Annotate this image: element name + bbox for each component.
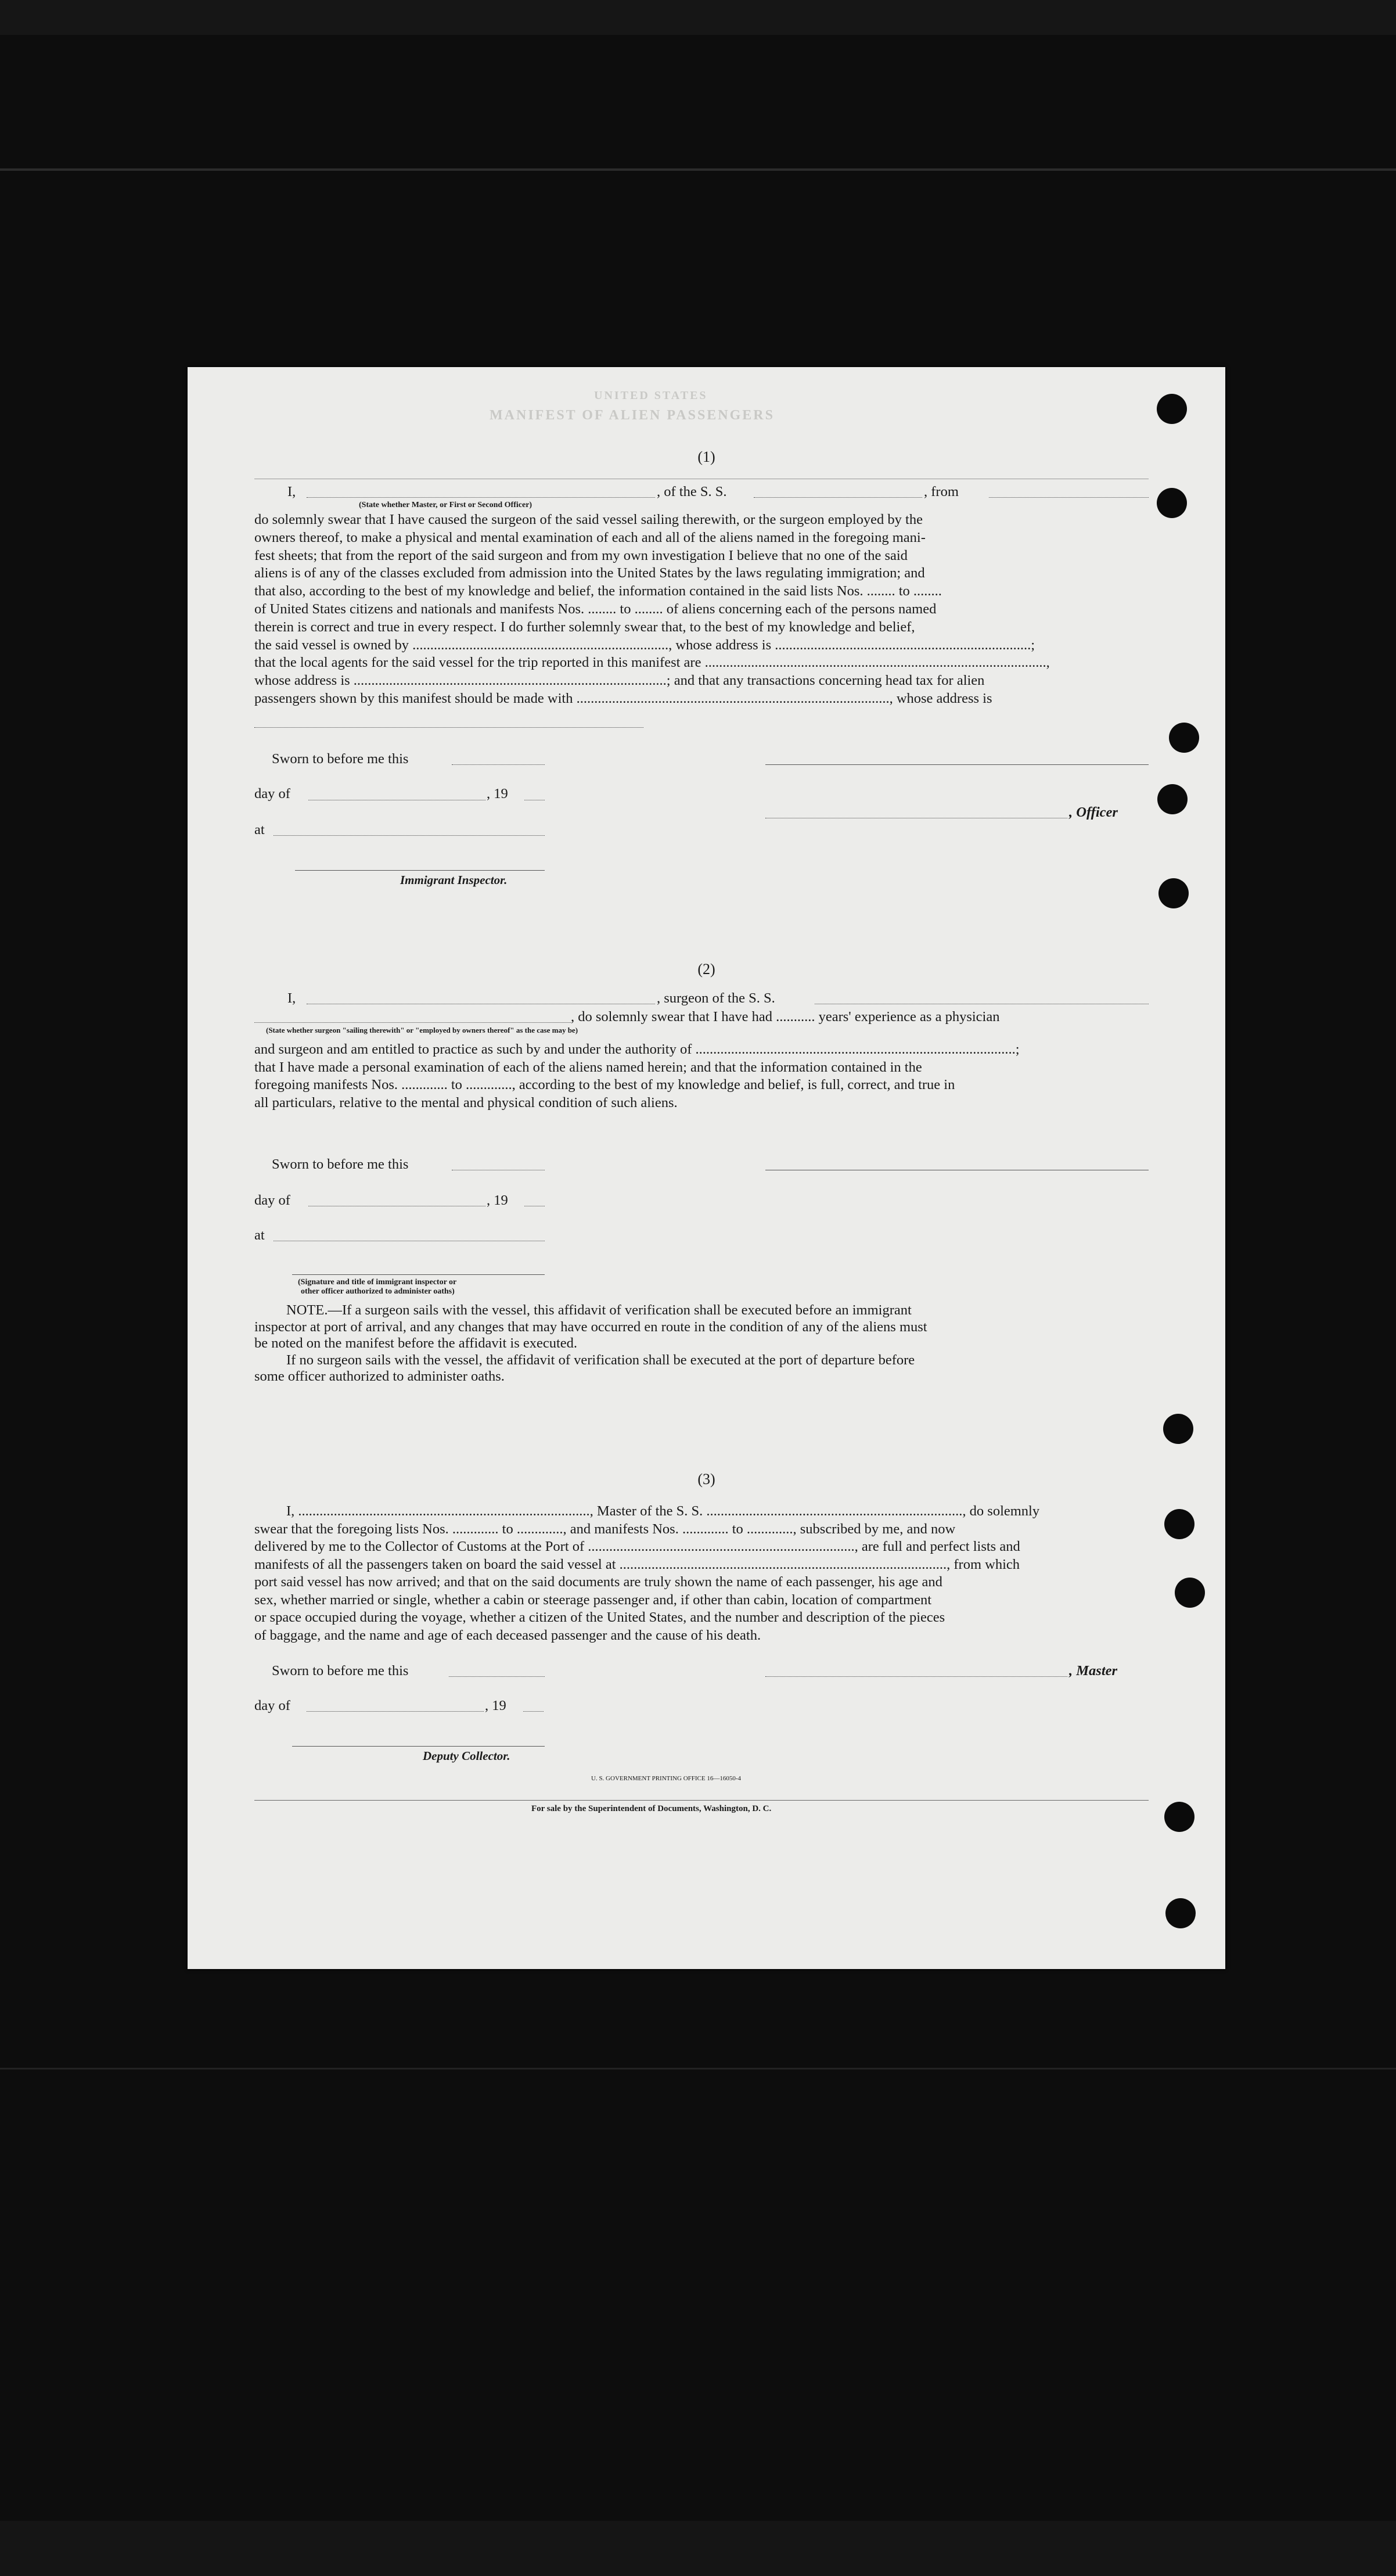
s3-footer-rule (254, 1800, 1149, 1801)
s2-body-line: that I have made a personal examination of each of the aliens named herein; and that the information contained in the (254, 1059, 922, 1075)
s2-inspector-line (292, 1274, 545, 1275)
s1-officer-name-blank (307, 497, 655, 498)
s1-year-label: , 19 (487, 786, 508, 802)
s2-note-line: inspector at port of arrival, and any changes that may have occurred en route in the condition of any of the aliens must (254, 1318, 927, 1335)
s2-body-line: and surgeon and am entitled to practice as such by and under the authority of ..........................................................................................; (254, 1041, 1020, 1057)
s3-sworn-label: Sworn to before me this (272, 1663, 409, 1679)
s2-body-line: all particulars, relative to the mental and physical condition of such aliens. (254, 1094, 678, 1111)
s2-at-label: at (254, 1227, 265, 1243)
s1-body-line: owners thereof, to make a physical and mental examination of each and all of the aliens named in the foregoing mani- (254, 529, 926, 545)
s1-officer-label: , Officer (1069, 804, 1118, 820)
binder-hole (1157, 394, 1187, 424)
s2-line1-i: I, (287, 990, 296, 1006)
s3-body-line: I, .................................................................................., Master of the S. S. ........................................................................, do solemnly (286, 1503, 1040, 1519)
s1-address-continuation-blank (254, 727, 643, 728)
s3-body-line: sex, whether married or single, whether a cabin or steerage passenger and, if other than cabin, location of compartment (254, 1591, 932, 1608)
film-band-top (0, 0, 1396, 35)
s3-body-line: of baggage, and the name and age of each deceased passenger and the cause of his death. (254, 1627, 761, 1643)
s1-body-line: passengers shown by this manifest should be made with ........................................................................................, whose address is (254, 690, 992, 706)
s3-body-line: or space occupied during the voyage, whether a citizen of the United States, and the number and description of the pieces (254, 1609, 945, 1625)
s3-sale-notice: For sale by the Superintendent of Documents, Washington, D. C. (531, 1804, 772, 1813)
s1-body (254, 511, 1152, 708)
binder-hole (1164, 1509, 1194, 1539)
s3-deputy-line (292, 1746, 545, 1747)
section-2-number: (2) (697, 961, 715, 978)
s2-sworn-label: Sworn to before me this (272, 1156, 409, 1172)
s2-line2: , do solemnly swear that I have had ........... years' experience as a physician (571, 1009, 1000, 1025)
s2-note-line: If no surgeon sails with the vessel, the affidavit of verification shall be executed at the port of departure before (286, 1352, 915, 1368)
s1-line1-of-ss: , of the S. S. (657, 484, 727, 500)
s1-at-blank (274, 835, 545, 836)
binder-hole (1169, 723, 1199, 753)
s2-surgeon-note: (State whether surgeon "sailing therewith" or "employed by owners thereof" as the case may be) (266, 1026, 578, 1034)
s1-body-line: whose address is ........................................................................................; and that any transactions concerning head tax for alien (254, 673, 985, 689)
s3-body-line: port said vessel has now arrived; and that on the said documents are truly shown the name of each passenger, his age and (254, 1574, 942, 1590)
s2-body (254, 1041, 1152, 1112)
s1-from-blank (989, 497, 1149, 498)
s3-year-blank (523, 1711, 544, 1712)
s3-body-line: swear that the foregoing lists Nos. ............. to ............., and manifests Nos. ............. to ............., subscribed by me, and now (254, 1521, 956, 1537)
s1-body-line: that also, according to the best of my knowledge and belief, the information contained in the said lists Nos. ........ to ........ (254, 583, 942, 599)
s1-body-line: of United States citizens and nationals and manifests Nos. ........ to ........ of aliens concerning each of the persons named (254, 601, 937, 617)
s2-note-line: some officer authorized to administer oaths. (254, 1368, 505, 1384)
s3-body-line: delivered by me to the Collector of Customs at the Port of ..........................................................................., are full and perfect lists and (254, 1539, 1020, 1554)
section-3-number: (3) (697, 1471, 715, 1488)
s2-day-label: day of (254, 1192, 290, 1208)
film-streak (0, 168, 1396, 171)
binder-hole (1158, 878, 1189, 908)
s1-line1-from: , from (924, 484, 959, 500)
s1-vessel-blank (754, 497, 922, 498)
s3-master-label: , Master (1069, 1663, 1118, 1679)
s3-year-label: , 19 (485, 1698, 506, 1713)
s2-note-line: be noted on the manifest before the affidavit is executed. (254, 1335, 578, 1351)
film-streak (0, 2068, 1396, 2070)
s1-body-line: fest sheets; that from the report of the said surgeon and from my own investigation I believe that no one of the said (254, 547, 908, 563)
s2-line1-surgeon: , surgeon of the S. S. (657, 990, 775, 1006)
s1-sworn-date-blank (452, 764, 545, 765)
section-1-number: (1) (697, 448, 715, 465)
s1-at-label: at (254, 822, 265, 838)
binder-hole (1157, 784, 1188, 814)
s3-master-signature-blank (765, 1676, 1067, 1677)
s3-body (254, 1503, 1152, 1644)
faint-header-line1: MANIFEST OF ALIEN PASSENGERS (490, 408, 775, 423)
binder-hole (1165, 1898, 1196, 1928)
s1-line1-i: I, (287, 484, 296, 500)
s3-sworn-date-blank (449, 1676, 545, 1677)
s1-inspector-label: Immigrant Inspector. (400, 873, 508, 887)
manifest-affidavit-page (188, 367, 1225, 1969)
binder-hole (1164, 1802, 1194, 1832)
s1-signature-line (765, 764, 1149, 765)
faint-header-line2: UNITED STATES (594, 389, 708, 402)
s1-sworn-label: Sworn to before me this (272, 751, 409, 767)
s1-inspector-line (295, 870, 545, 871)
s2-sig-note-2: other officer authorized to administer oaths) (301, 1287, 455, 1296)
s3-day-blank (307, 1711, 484, 1712)
s1-body-line: that the local agents for the said vessel for the trip reported in this manifest are ................................................................................................, (254, 655, 1050, 671)
s1-body-line: aliens is of any of the classes excluded from admission into the United States by the laws regulating immigration; and (254, 565, 925, 581)
s3-body-line: manifests of all the passengers taken on board the said vessel at ............................................................................................, from which (254, 1556, 1020, 1572)
s2-surgeon-type-blank (254, 1022, 571, 1023)
binder-hole (1175, 1578, 1205, 1608)
s3-day-label: day of (254, 1698, 290, 1713)
s1-body-line: do solemnly swear that I have caused the surgeon of the said vessel sailing therewith, or the surgeon employed by the (254, 512, 923, 527)
s2-note-line: NOTE.—If a surgeon sails with the vessel, this affidavit of verification shall be executed before an immigrant (286, 1302, 912, 1318)
s2-body-line: foregoing manifests Nos. ............. to ............., according to the best of my knowledge and belief, is full, correct, and true in (254, 1077, 955, 1093)
s1-day-label: day of (254, 786, 290, 802)
s1-body-line: the said vessel is owned by ........................................................................, whose address is ........................................................................; (254, 637, 1035, 653)
s3-gpo-imprint: U. S. GOVERNMENT PRINTING OFFICE 16—16050-4 (591, 1775, 742, 1782)
binder-hole (1157, 488, 1187, 518)
film-band-bottom (0, 2521, 1396, 2576)
s1-body-line: therein is correct and true in every respect. I do further solemnly swear that, to the best of my knowledge and belief, (254, 619, 915, 635)
binder-hole (1163, 1414, 1193, 1444)
s2-note (254, 1302, 1152, 1385)
s1-officer-note: (State whether Master, or First or Second Officer) (359, 501, 533, 509)
s2-sig-note-1: (Signature and title of immigrant inspector or (298, 1278, 457, 1287)
s3-deputy-label: Deputy Collector. (423, 1749, 510, 1763)
s2-year-label: , 19 (487, 1192, 508, 1208)
